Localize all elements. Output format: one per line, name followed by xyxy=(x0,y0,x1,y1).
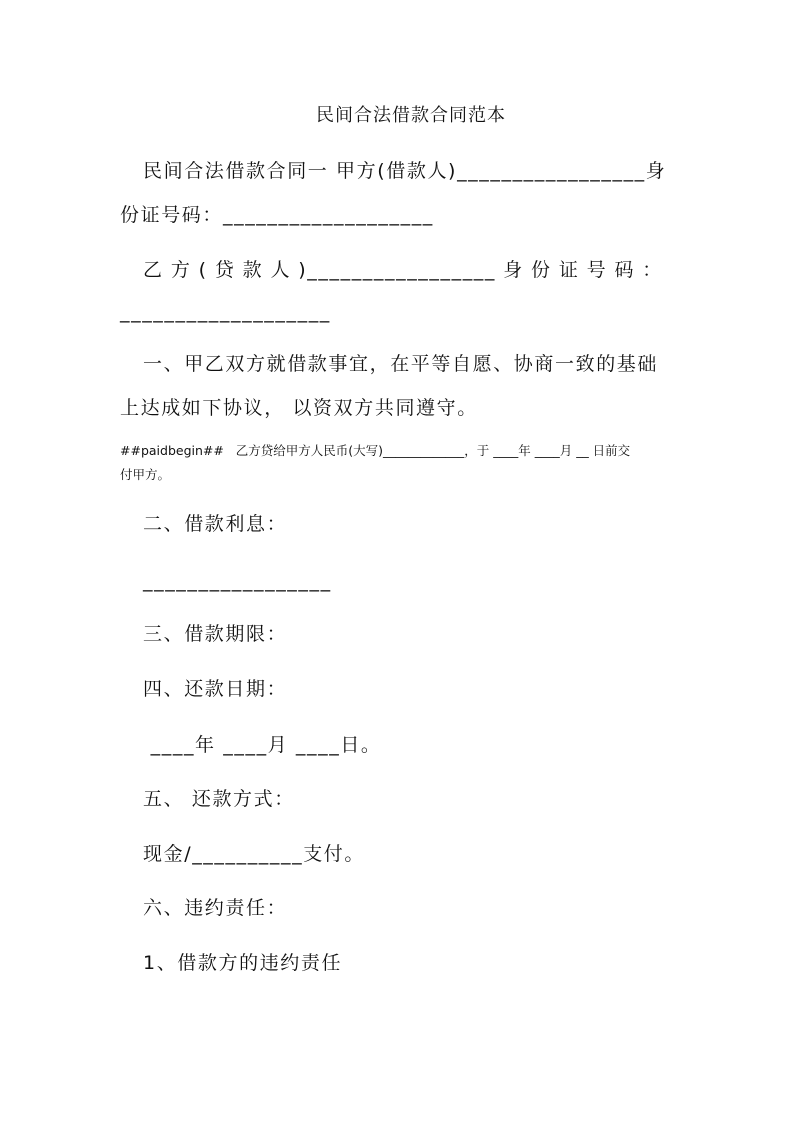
party-a-line-2: 份证号码：___________________ xyxy=(120,204,434,226)
party-b-line-1 xyxy=(143,261,663,280)
clause-2-heading: 二、借款利息： xyxy=(143,513,288,535)
party-b-char: 号 xyxy=(586,259,608,281)
party-b-char: 证 xyxy=(558,259,580,281)
party-b-char: 份 xyxy=(531,259,552,281)
party-b-char: 方 xyxy=(170,259,192,281)
party-b-char: 款 xyxy=(242,259,264,281)
party-b-char: 身 xyxy=(503,259,524,281)
clause-5-method: 现金/__________支付。 xyxy=(143,843,366,865)
party-b-char: 乙 xyxy=(143,259,164,281)
page-title: 民间合法借款合同范本 xyxy=(316,105,506,126)
party-b-char: 人 xyxy=(270,259,292,281)
paid-note-line-2: 付甲方。 xyxy=(120,467,171,482)
clause-1-line-2: 上达成如下协议， 以资双方共同遵守。 xyxy=(120,397,478,419)
party-b-char: 贷 xyxy=(214,259,236,281)
clause-4-heading: 四、还款日期： xyxy=(143,678,288,700)
clause-1-line-1: 一、甲乙双方就借款事宜，在平等自愿、协商一致的基础 xyxy=(143,353,659,375)
party-b-char: )_________________ xyxy=(298,259,496,281)
clause-2-blank: _________________ xyxy=(143,570,332,592)
party-b-char: ( xyxy=(198,259,208,281)
party-b-line-2: ___________________ xyxy=(120,301,331,323)
clause-6-item-1: 1、借款方的违约责任 xyxy=(143,952,343,974)
party-a-line-1: 民间合法借款合同一 甲方(借款人)_________________身 xyxy=(143,160,667,182)
party-b-char: 码 xyxy=(614,259,636,281)
clause-5-heading: 五、 还款方式： xyxy=(143,788,295,810)
clause-4-date: ____年 ____月 ____日。 xyxy=(143,734,382,756)
clause-3-heading: 三、借款期限： xyxy=(143,623,288,645)
paid-note-line-1: ##paidbegin## 乙方贷给甲方人民币(大写)_____________，于 ____年 ____月 __ 日前交 xyxy=(120,443,631,458)
clause-6-heading: 六、违约责任： xyxy=(143,897,288,919)
party-b-char: ： xyxy=(642,259,663,281)
